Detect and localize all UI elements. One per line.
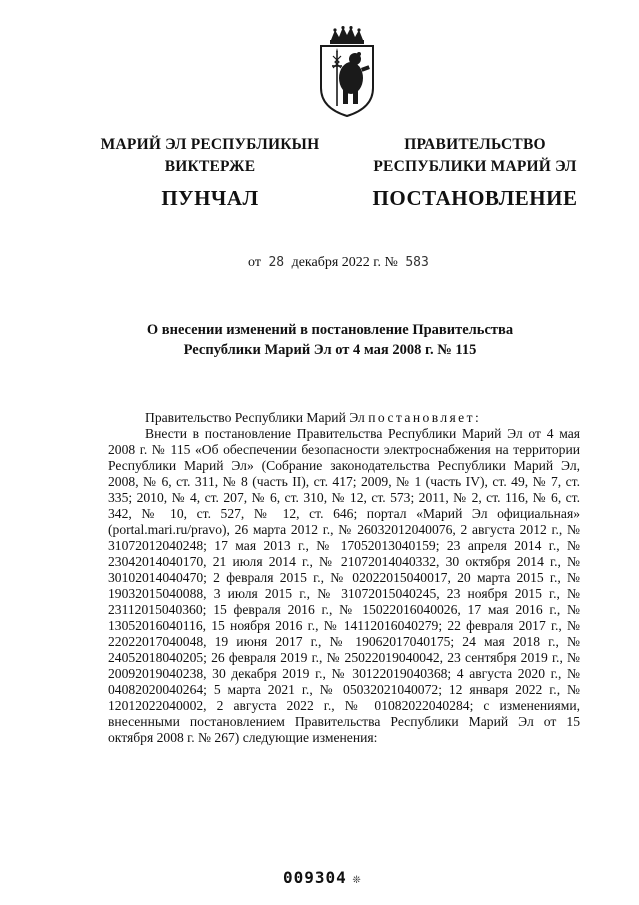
ornament-icon: ❊ — [352, 872, 362, 887]
header-left-title: ПУНЧАЛ — [161, 186, 259, 210]
dateline-number: 583 — [405, 255, 429, 270]
dateline-prefix: от — [248, 255, 261, 270]
subject-line1: О внесении изменений в постановление Правительства — [146, 322, 514, 338]
header-left-block — [100, 134, 320, 212]
header-right-title: ПОСТАНОВЛЕНИЕ — [372, 186, 578, 210]
dateline-day: 28 — [268, 255, 285, 270]
coat-of-arms-emblem — [317, 26, 377, 118]
document-body — [108, 410, 580, 746]
form-serial-number — [283, 868, 362, 887]
dateline-month-year: декабря 2022 г. № — [291, 255, 398, 270]
intro-resolves: постановляет: — [368, 410, 482, 425]
intro-text: Правительство Республики Марий Эл — [145, 410, 369, 425]
header-right-line2: РЕСПУБЛИКИ МАРИЙ ЭЛ — [373, 158, 577, 175]
header-right-line1: ПРАВИТЕЛЬСТВО — [404, 136, 546, 153]
serial-number: 009304 — [283, 868, 347, 887]
subject-line2: Республики Марий Эл от 4 мая 2008 г. № 115 — [183, 342, 477, 358]
main-paragraph: Внести в постановление Правительства Республики Марий Эл от 4 мая 2008 г. № 115 «Об обеспечении безопасности электроснабжения на территории Республики Марий Эл» (Собрание законодательства Республики Марий Эл, 2008, № 6, ст. 311, № 8 (часть II), ст. 417; 2009, № 1 (часть IV), ст. 49, № 7, ст. 335; 2010, № 4, ст. 207, № 6, ст. 310, № 12, ст. 573; 2011, № 2, ст. 116, № 6, ст. 342, № 10, ст. 527, № 12, ст. 646; портал «Марий Эл официальная» (portal.mari.ru/pravo), 26 марта 2012 г., № 26032012040076, 2 августа 2012 г., № 31072012040248; 17 мая 2013 г., № 17052013040159; 23 апреля 2014 г., № 23042014040170, 21 июля 2014 г., № 21072014040332, 30 октября 2014 г., № 30102014040470; 2 февраля 2015 г., № 02022015040017, 20 марта 2015 г., № 19032015040088, 3 июля 2015 г., № 31072015040245, 23 ноября 2015 г., № 23112015040360; 15 февраля 2016 г., № 15022016040026, 17 мая 2016 г., № 13052016040116, 15 ноября 2016 г., № 14112016040279; 22 февраля 2017 г., № 22022017040048, 19 июня 2017 г., № 19062017040175; 24 мая 2018 г., № 24052018040205; 26 февраля 2019 г., № 25022019040042, 23 сентября 2019 г., № 20092019040238, 30 декабря 2019 г., № 30122019040368; 4 августа 2020 г., № 04082020040264; 5 марта 2021 г., № 05032021040072; 12 января 2022 г., № 12012022040002, 2 августа 2022 г., № 01082022040284; с изменениями, внесенными постановлением Правительства Республики Марий Эл от 15 октября 2008 г. № 267) следующие изменения: — [108, 426, 580, 745]
header-left-line1: МАРИЙ ЭЛ РЕСПУБЛИКЫН — [100, 136, 320, 153]
document-subject — [120, 320, 540, 360]
intro-paragraph — [108, 410, 580, 426]
header-left-line2: ВИКТЕРЖЕ — [164, 158, 256, 175]
header-right-block — [360, 134, 590, 212]
document-dateline — [248, 255, 433, 271]
